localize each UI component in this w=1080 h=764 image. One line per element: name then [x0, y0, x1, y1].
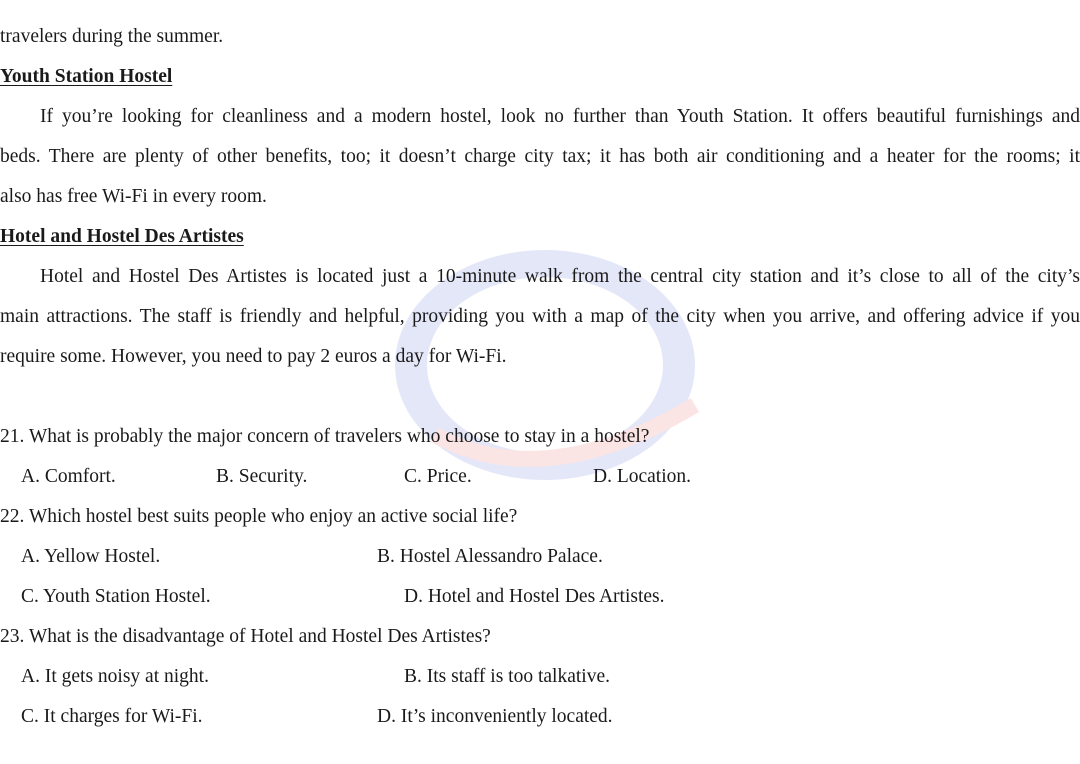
question-23-option-c: C. It charges for Wi-Fi.	[21, 706, 203, 727]
question-22-option-c: C. Youth Station Hostel.	[21, 586, 211, 607]
passage-line: travelers during the summer.	[0, 26, 224, 47]
section-heading-des-artistes: Hotel and Hostel Des Artistes	[0, 226, 244, 247]
question-23-stem: 23. What is the disadvantage of Hotel and Hostel Des Artistes?	[0, 626, 491, 647]
passage-line: require some. However, you need to pay 2 euros a day for Wi-Fi.	[0, 346, 507, 367]
question-23-option-b: B. Its staff is too talkative.	[404, 666, 610, 687]
question-21-stem: 21. What is probably the major concern of travelers who choose to stay in a hostel?	[0, 426, 650, 447]
question-21-option-b: B. Security.	[216, 466, 308, 487]
passage-line: Hotel and Hostel Des Artistes is located just a 10-minute walk from the central city station and it’s close to all of the city’s	[40, 266, 1080, 287]
section-heading-youth-station: Youth Station Hostel	[0, 66, 173, 87]
question-21-option-d: D. Location.	[593, 466, 692, 487]
question-22-option-a: A. Yellow Hostel.	[21, 546, 161, 567]
question-23-option-d: D. It’s inconveniently located.	[377, 706, 613, 727]
passage-line: If you’re looking for cleanliness and a modern hostel, look no further than Youth Station. It offers beautiful furnishings and	[40, 106, 1080, 127]
question-22-option-d: D. Hotel and Hostel Des Artistes.	[404, 586, 665, 607]
question-22-option-b: B. Hostel Alessandro Palace.	[377, 546, 603, 567]
passage-line: also has free Wi-Fi in every room.	[0, 186, 267, 207]
question-22-stem: 22. Which hostel best suits people who enjoy an active social life?	[0, 506, 518, 527]
question-23-option-a: A. It gets noisy at night.	[21, 666, 209, 687]
question-21-option-a: A. Comfort.	[21, 466, 116, 487]
question-21-option-c: C. Price.	[404, 466, 472, 487]
passage-line: beds. There are plenty of other benefits, too; it doesn’t charge city tax; it has both air conditioning and a heater for the rooms; it	[0, 146, 1080, 167]
passage-line: main attractions. The staff is friendly and helpful, providing you with a map of the city when you arrive, and offering advice if you	[0, 306, 1080, 327]
